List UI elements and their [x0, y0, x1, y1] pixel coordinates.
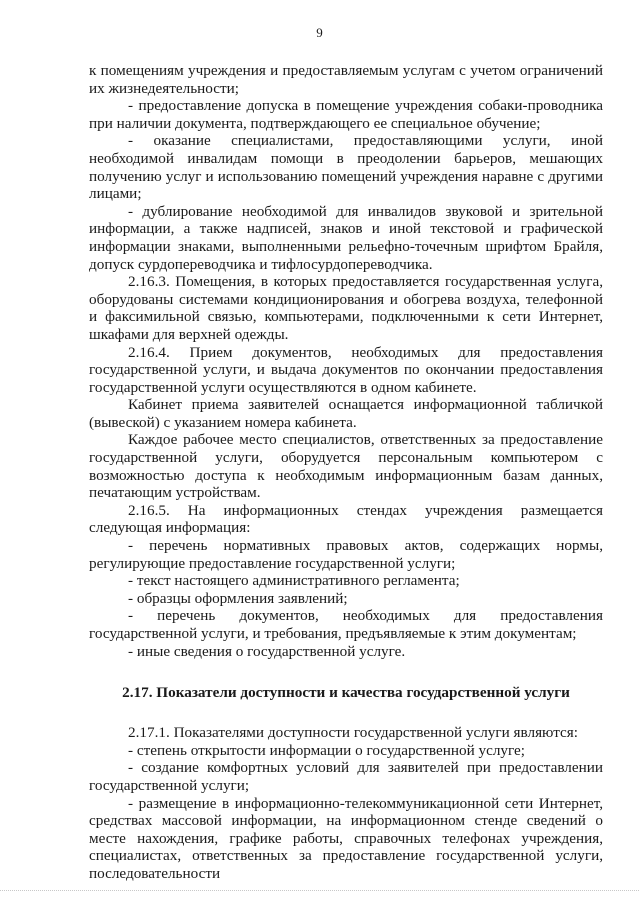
list-item-openness: - степень открытости информации о государственной услуге;	[128, 741, 526, 759]
paragraph-continuation: к помещениям учреждения и предоставляемым услугам с учетом ограничений их жизнедеятельности;	[89, 62, 603, 97]
list-item-regulation-text: - текст настоящего административного регламента;	[128, 572, 460, 590]
paragraph-cabinet-sign: Кабинет приема заявителей оснащается информационной табличкой (вывеской) с указанием номера кабинета.	[89, 396, 603, 431]
paragraph-guide-dog: - предоставление допуска в помещение учреждения собаки-проводника при наличии документа, подтверждающего ее специальное обучение;	[89, 97, 603, 132]
paragraph-braille: - дублирование необходимой для инвалидов звуковой и зрительной информации, а также надписей, знаков и иной текстовой и графической информации знаками, выполненными рельефно-точечным шрифтом Брайля, допуск сурдопереводчика и тифлосурдопереводчика.	[89, 202, 603, 273]
page-number: 9	[316, 25, 323, 40]
list-item-internet-placement: - размещение в информационно-телекоммуникационной сети Интернет, средствах массовой информации, на информационном стенде сведений о месте нахождения, графике работы, справочных телефонах учреждения, специалистах, ответственных за предоставление государственной услуги, последовательности	[89, 794, 603, 882]
page-bottom-rule	[0, 890, 639, 892]
list-item-normative-acts: - перечень нормативных правовых актов, содержащих нормы, регулирующие предоставление государственной услуги;	[89, 537, 603, 572]
paragraph-2-16-4: 2.16.4. Прием документов, необходимых для предоставления государственной услуги, и выдача документов по окончании предоставления государственной услуги осуществляются в одном кабинете.	[89, 343, 603, 396]
paragraph-workplace: Каждое рабочее место специалистов, ответственных за предоставление государственной услуги, оборудуется персональным компьютером с возможностью доступа к необходимым информационным базам данных, печатающим устройствам.	[89, 431, 603, 502]
paragraph-assistance: - оказание специалистами, предоставляющими услуги, иной необходимой инвалидам помощи в преодолении барьеров, мешающих получению услуг и использованию помещений учреждения наравне с другими лицами;	[89, 132, 603, 203]
section-heading-2-17: 2.17. Показатели доступности и качества государственной услуги	[122, 684, 570, 702]
document-body	[89, 62, 603, 883]
paragraph-2-16-3: 2.16.3. Помещения, в которых предоставляется государственная услуга, оборудованы системами кондиционирования и обогрева воздуха, телефонной и факсимильной связью, компьютерами, подключенными к сети Интернет, шкафами для верхней одежды.	[89, 273, 603, 343]
paragraph-2-17-1: 2.17.1. Показателями доступности государственной услуги являются:	[128, 724, 578, 742]
list-item-comfort: - создание комфортных условий для заявителей при предоставлении государственной услуги;	[89, 759, 603, 794]
list-item-application-samples: - образцы оформления заявлений;	[128, 589, 348, 607]
list-item-documents-list: - перечень документов, необходимых для предоставления государственной услуги, и требования, предъявляемые к этим документам;	[89, 607, 603, 642]
list-item-other-info: - иные сведения о государственной услуге.	[128, 642, 406, 660]
paragraph-2-16-5: 2.16.5. На информационных стендах учреждения размещается следующая информация:	[89, 501, 603, 537]
